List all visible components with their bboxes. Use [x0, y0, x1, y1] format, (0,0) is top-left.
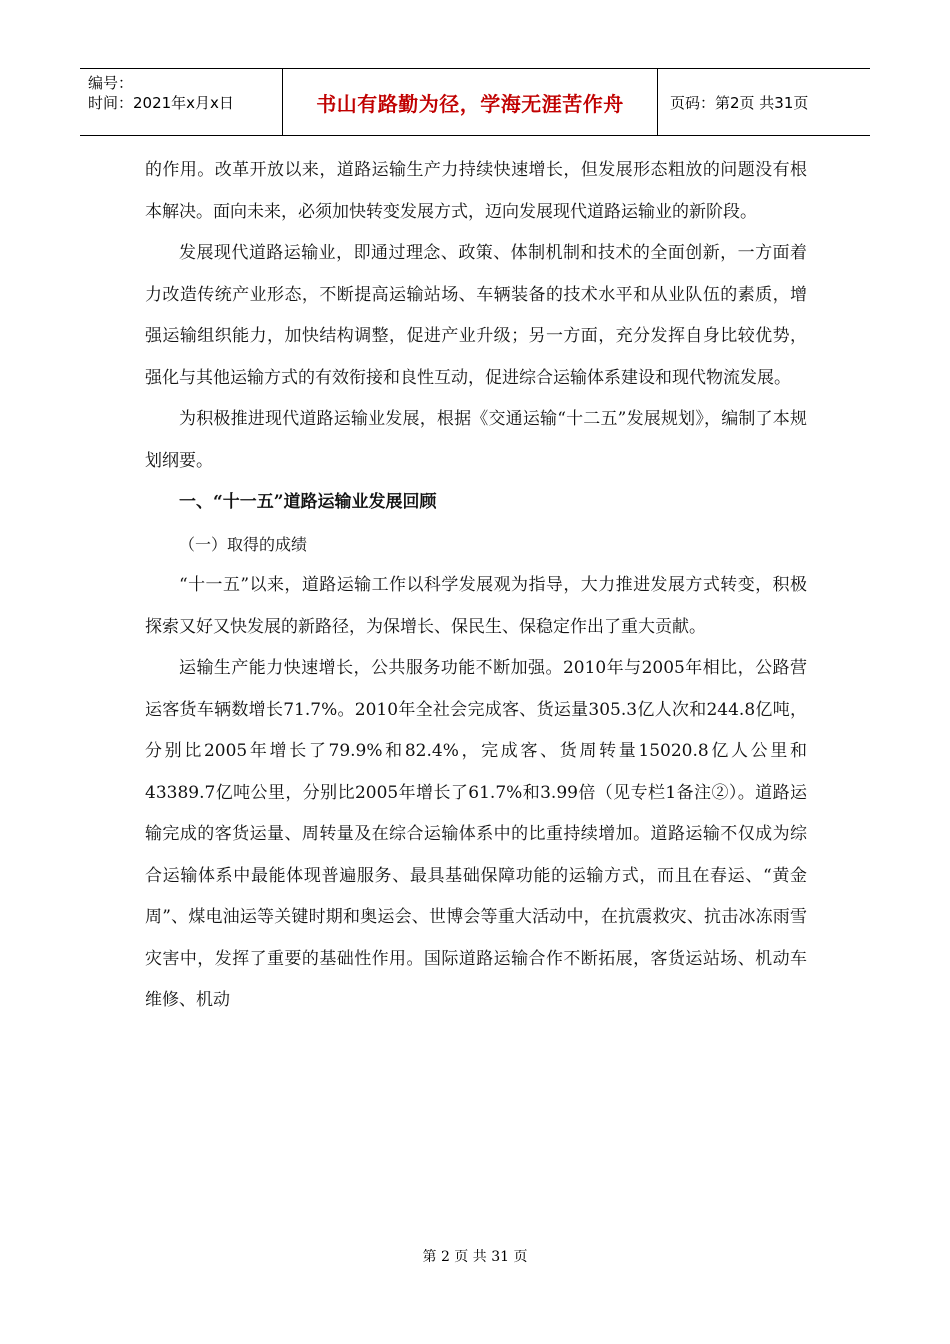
header-page-info: 页码：第2页 共31页: [670, 93, 809, 112]
paragraph: 为积极推进现代道路运输业发展，根据《交通运输“十二五”发展规划》，编制了本规划纲要。: [145, 409, 807, 471]
header-meta: [80, 69, 282, 135]
header-motto: 书山有路勤为径，学海无涯苦作舟: [316, 91, 624, 116]
paragraph: “十一五”以来，道路运输工作以科学发展观为指导，大力推进发展方式转变，积极探索又好又快发展的新路径，为保增长、保民生、保稳定作出了重大贡献。: [145, 575, 807, 637]
header-page-info-cell: [658, 69, 870, 135]
document-body: [145, 150, 807, 1022]
section-heading: 一、“十一五”道路运输业发展回顾: [179, 492, 437, 512]
paragraph: 运输生产能力快速增长，公共服务功能不断加强。2010年与2005年相比，公路营运客货车辆数增长71.7%。2010年全社会完成客、货运量305.3亿人次和244.8亿吨，分别比2005年增长了79.9%和82.4%，完成客、货周转量15020.8亿人公里和43389.7亿吨公里，分别比2005年增长了61.7%和3.99倍（见专栏1备注②）。道路运输完成的客货运量、周转量及在综合运输体系中的比重持续增加。道路运输不仅成为综合运输体系中最能体现普遍服务、最具基础保障功能的运输方式，而且在春运、“黄金周”、煤电油运等关键时期和奥运会、世博会等重大活动中，在抗震救灾、抗击冰冻雨雪灾害中，发挥了重要的基础性作用。国际道路运输合作不断拓展，客货运站场、机动车维修、机动: [145, 658, 807, 1010]
subsection-heading: （一）取得的成绩: [179, 534, 308, 554]
number-label: 编号：: [88, 74, 134, 92]
page-footer: 第 2 页 共 31 页: [422, 1249, 528, 1265]
paragraph: 发展现代道路运输业，即通过理念、政策、体制机制和技术的全面创新，一方面着力改造传统产业形态，不断提高运输站场、车辆装备的技术水平和从业队伍的素质，增强运输组织能力，加快结构调整，促进产业升级；另一方面，充分发挥自身比较优势，强化与其他运输方式的有效衔接和良性互动，促进综合运输体系建设和现代物流发展。: [145, 243, 807, 388]
page-header: [80, 68, 870, 136]
header-motto-cell: [282, 69, 658, 135]
paragraph: 的作用。改革开放以来，道路运输生产力持续快速增长，但发展形态粗放的问题没有根本解决。面向未来，必须加快转变发展方式，迈向发展现代道路运输业的新阶段。: [145, 160, 807, 222]
time-label: 时间：2021年x月x日: [88, 94, 234, 112]
